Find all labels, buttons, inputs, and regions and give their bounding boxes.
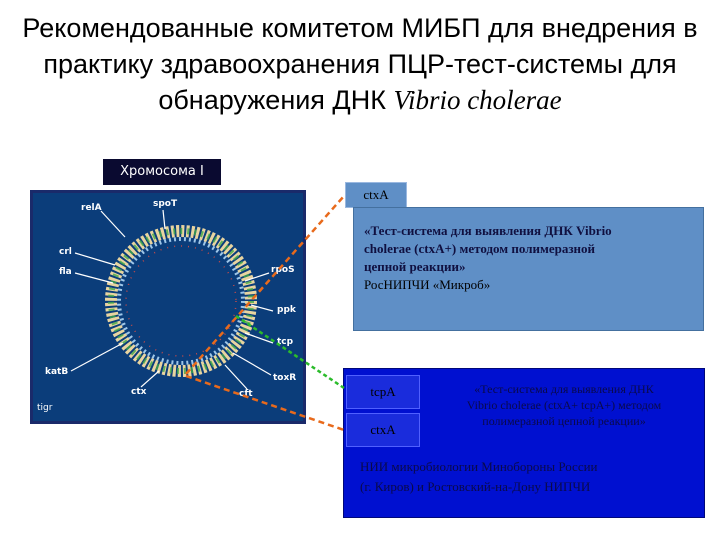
gene-tag-ctxa-top: ctxA <box>345 182 407 208</box>
chromosome-label: Хромосома I <box>103 159 221 185</box>
arrow-ctx-to-card1 <box>186 196 344 374</box>
card2-org-line-2: (г. Киров) и Ростовский-на-Дону НИПЧИ <box>360 479 591 494</box>
title-line-3-prefix: обнаружения ДНК <box>158 85 394 115</box>
card2-desc-line-1: «Тест-система для выявления ДНК <box>474 382 654 396</box>
gene-label-crl: crl <box>59 247 72 257</box>
arrow-tcp-to-card2 <box>236 316 344 388</box>
tigr-mark: tigr <box>37 403 53 413</box>
card2-desc-line-3: полимеразной цепной реакции» <box>482 414 646 428</box>
title-line-1: Рекомендованные комитетом МИБП для внедрения в <box>22 13 698 43</box>
card1-line-1: «Тест-система для выявления ДНК Vibrio <box>364 223 612 238</box>
gene-label-tcp: tcp <box>277 337 294 347</box>
card1-org: РосНИПЧИ «Микроб» <box>364 277 491 292</box>
gene-label-katb: katB <box>45 367 69 377</box>
gene-label-toxr: toxR <box>273 373 297 383</box>
gene-label-cft: cft <box>239 389 253 399</box>
gene-tag-tcpa: tcpA <box>346 375 420 409</box>
arrow-ctx-to-card2 <box>186 376 344 430</box>
title-line-3-italic: Vibrio cholerae <box>393 85 562 115</box>
title-line-2: практику здравоохранения ПЦР-тест-системы для <box>43 49 677 79</box>
card2-desc-line-2: Vibrio cholerae (ctxA+ tcpA+) методом <box>466 398 662 412</box>
card1-line-3: цепной реакции» <box>364 259 466 274</box>
gene-label-ctx: ctx <box>131 387 147 397</box>
card1-line-2: cholerae (ctxA+) методом полимеразной <box>364 241 596 256</box>
gene-label-rela: relA <box>81 203 102 213</box>
gene-label-spot: spoT <box>153 199 178 209</box>
gene-label-fla: fla <box>59 267 72 277</box>
card2-org-line-1: НИИ микробиологии Минобороны России <box>360 459 598 474</box>
gene-label-rpos: rpoS <box>271 265 295 275</box>
gene-tag-ctxa-bottom: ctxA <box>346 413 420 447</box>
gene-label-ppk: ppk <box>277 305 296 315</box>
